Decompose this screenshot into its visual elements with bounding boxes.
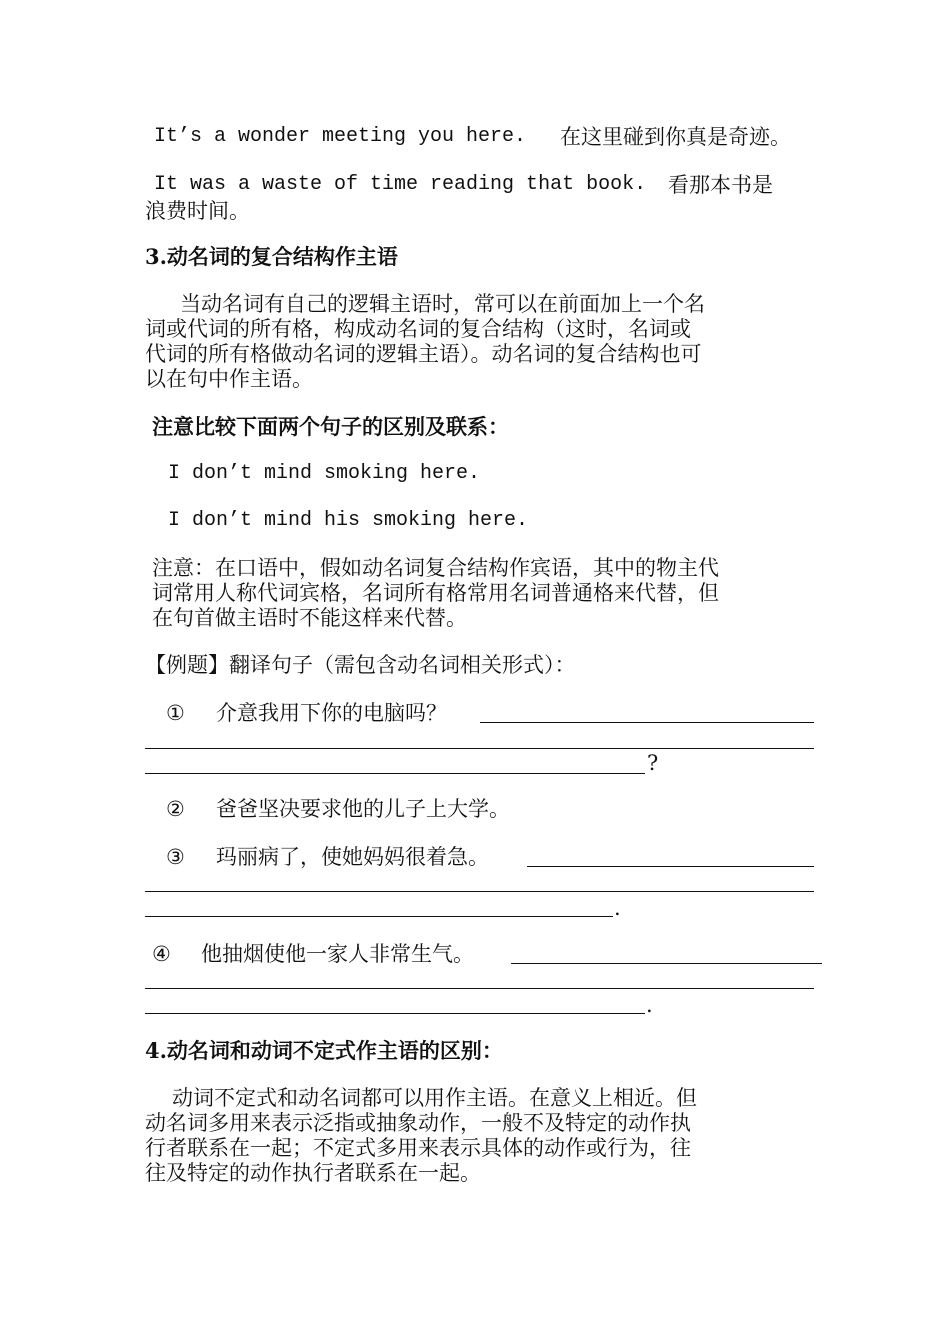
example-waste-en: It was a waste of time reading that book. [154, 173, 647, 196]
exercise-item-prompt: 玛丽病了，使她妈妈很着急。 [216, 845, 489, 869]
answer-blank[interactable] [145, 748, 814, 749]
section-3-heading: 3.动名词的复合结构作主语 [145, 244, 398, 269]
answer-end-mark: . [614, 896, 621, 920]
answer-blank[interactable] [145, 916, 613, 917]
answer-blank[interactable] [145, 773, 645, 774]
exercise-item-number: ① [166, 701, 185, 725]
section-4-para-line: 行者联系在一起；不定式多用来表示具体的动作或行为，往 [145, 1136, 691, 1160]
exercise-item-number: ② [166, 797, 185, 821]
exercise-item-number: ④ [152, 942, 171, 966]
note-line: 注意：在口语中，假如动名词复合结构作宾语，其中的物主代 [152, 556, 719, 580]
note-line: 在句首做主语时不能这样来代替。 [152, 606, 467, 630]
exercise-title: 【例题】翻译句子（需包含动名词相关形式）： [145, 653, 576, 677]
exercise-item-prompt: 爸爸坚决要求他的儿子上大学。 [216, 797, 510, 821]
section-3-para-line: 词或代词的所有格，构成动名词的复合结构（这时，名词或 [145, 317, 691, 341]
section-3-para-line: 代词的所有格做动名词的逻辑主语）。动名词的复合结构也可 [145, 342, 702, 366]
note-compare-heading: 注意比较下面两个句子的区别及联系： [152, 414, 509, 439]
example-waste-zh-cont: 浪费时间。 [145, 199, 250, 223]
exercise-item-number: ③ [166, 845, 185, 869]
answer-end-mark: . [646, 993, 653, 1017]
exercise-item-prompt: 介意我用下你的电脑吗？ [216, 701, 447, 725]
section-3-para-line: 以在句中作主语。 [145, 367, 313, 391]
example-wonder-zh: 在这里碰到你真是奇迹。 [560, 125, 791, 149]
compare-sentence-1: I don’t mind smoking here. [168, 462, 481, 485]
note-line: 词常用人称代词宾格，名词所有格常用名词普通格来代替，但 [152, 581, 719, 605]
compare-sentence-2: I don’t mind his smoking here. [168, 509, 529, 532]
answer-blank[interactable] [480, 722, 814, 723]
answer-blank[interactable] [145, 1013, 645, 1014]
section-4-para-line: 往及特定的动作执行者联系在一起。 [145, 1161, 481, 1185]
answer-end-mark: ? [647, 751, 659, 775]
section-3-para-line: 当动名词有自己的逻辑主语时，常可以在前面加上一个名 [180, 292, 705, 316]
section-4-para-line: 动词不定式和动名词都可以用作主语。在意义上相近。但 [172, 1086, 697, 1110]
answer-blank[interactable] [511, 963, 822, 964]
answer-blank[interactable] [145, 891, 814, 892]
answer-blank[interactable] [527, 866, 814, 867]
section-4-heading: 4.动名词和动词不定式作主语的区别： [145, 1038, 503, 1063]
answer-blank[interactable] [145, 988, 814, 989]
exercise-item-prompt: 他抽烟使他一家人非常生气。 [201, 942, 474, 966]
example-wonder-en: It’s a wonder meeting you here. [154, 125, 527, 148]
section-4-para-line: 动名词多用来表示泛指或抽象动作，一般不及特定的动作执 [145, 1111, 691, 1135]
example-waste-zh: 看那本书是 [668, 173, 773, 197]
